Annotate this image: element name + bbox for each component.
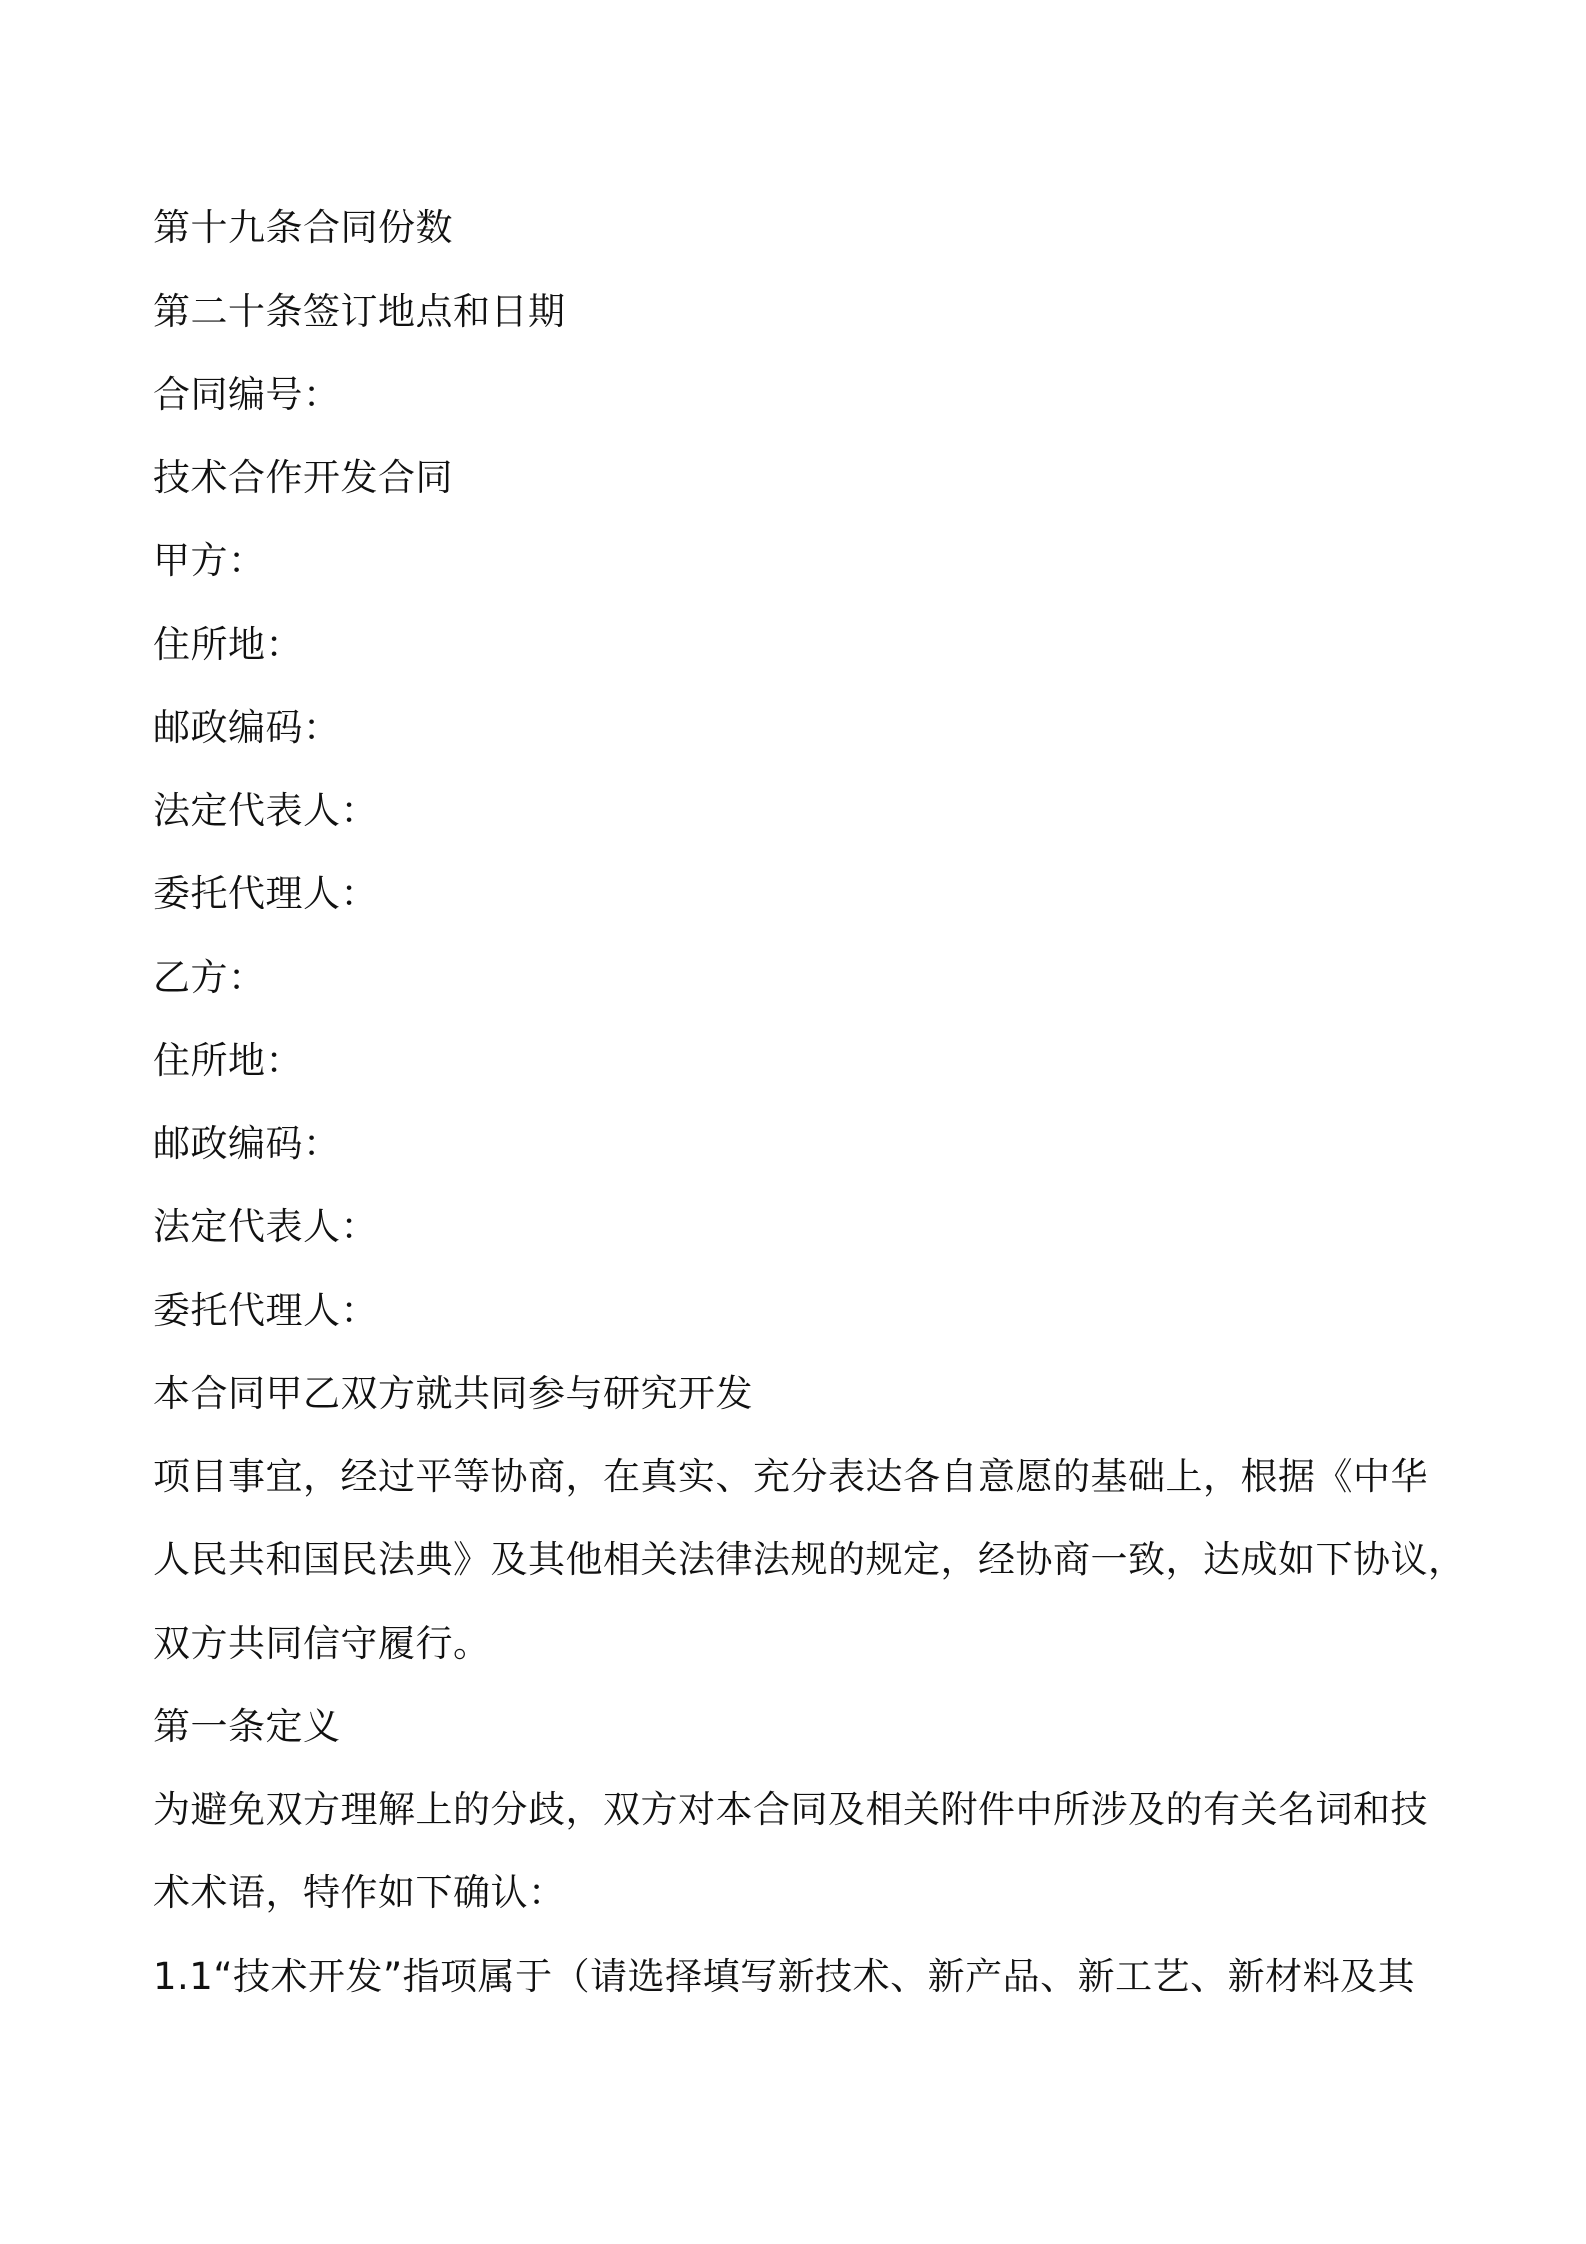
party-b-agent-label: 委托代理人：	[153, 1289, 378, 1332]
party-b-postcode-label: 邮政编码：	[153, 1122, 341, 1165]
preamble-line-2: 项目事宜，经过平等协商，在真实、充分表达各自意愿的基础上，根据《中华	[153, 1455, 1428, 1498]
clause-1-1-text: 1.1“技术开发”指项属于（请选择填写新技术、新产品、新工艺、新材料及其	[153, 1955, 1416, 1998]
clause-1-text-line-1: 为避免双方理解上的分歧，双方对本合同及相关附件中所涉及的有关名词和技	[153, 1788, 1428, 1831]
preamble-line-3: 人民共和国民法典》及其他相关法律法规的规定，经协商一致，达成如下协议，	[153, 1538, 1466, 1581]
party-a-address-label: 住所地：	[153, 623, 303, 666]
party-a-legal-rep-label: 法定代表人：	[153, 789, 378, 832]
clause-1-text-line-2: 术术语，特作如下确认：	[153, 1871, 566, 1914]
party-b-label: 乙方：	[153, 956, 266, 999]
clause-19-heading: 第十九条合同份数	[153, 206, 453, 249]
clause-20-heading: 第二十条签订地点和日期	[153, 290, 566, 333]
party-b-address-label: 住所地：	[153, 1039, 303, 1082]
party-a-agent-label: 委托代理人：	[153, 872, 378, 915]
party-b-legal-rep-label: 法定代表人：	[153, 1205, 378, 1248]
clause-1-heading: 第一条定义	[153, 1705, 341, 1748]
preamble-line-4: 双方共同信守履行。	[153, 1622, 491, 1665]
party-a-label: 甲方：	[153, 539, 266, 582]
contract-number-label: 合同编号：	[153, 373, 341, 416]
party-a-postcode-label: 邮政编码：	[153, 706, 341, 749]
contract-title: 技术合作开发合同	[153, 456, 453, 499]
preamble-line-1: 本合同甲乙双方就共同参与研究开发	[153, 1372, 753, 1415]
